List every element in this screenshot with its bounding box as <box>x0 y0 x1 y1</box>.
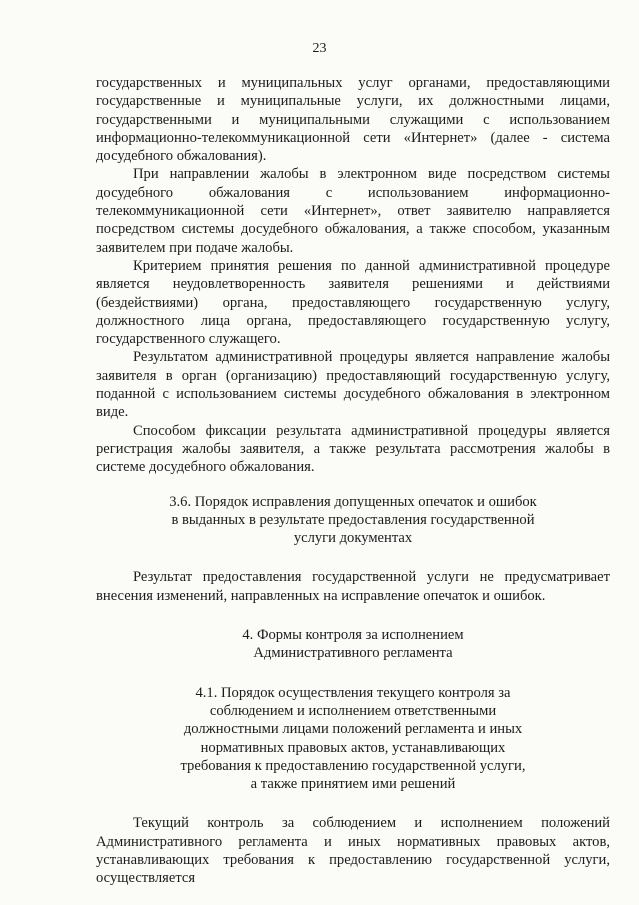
paragraph-procedure-result: Результатом административной процедуры является направление жалобы заявителя в орган (организацию) предоставляющий государственную услугу, поданной с использованием системы досудебного обжалования в электронном виде. <box>96 349 610 421</box>
paragraph-appeal-system: государственных и муниципальных услуг органами, предоставляющими государственные и муниципальные услуги, их должностными лицами, государственными и муниципальными служащими с использованием информационно-телекоммуникационной сети «Интернет» (далее - система досудебного обжалования). <box>96 75 610 165</box>
spacer <box>96 793 610 814</box>
spacer <box>96 605 610 626</box>
paragraph-result-recording: Способом фиксации результата административной процедуры является регистрация жалобы заявителя, а также результата рассмотрения жалобы в системе досудебного обжалования. <box>96 422 610 476</box>
paragraph-decision-criterion: Критерием принятия решения по данной административной процедуре является неудовлетворенность заявителя решениями и действиями (бездействиями) органа, предоставляющего государственную услугу, должностного лица органа, предоставляющего государственную услугу, государственного служащего. <box>96 257 610 348</box>
spacer <box>96 663 610 684</box>
section-heading-4: 4. Формы контроля за исполнением Административного регламента <box>242 627 464 662</box>
spacer <box>96 477 610 493</box>
page-content <box>96 74 610 888</box>
section-heading-4-1: 4.1. Порядок осуществления текущего контроля за соблюдением и исполнением ответственными должностными лицами положений регламента и иных нормативных правовых актов, устанавливающих требования к предоставлению государственной услуги, а также принятием ими решений <box>180 684 526 793</box>
paragraph-no-corrections: Результат предоставления государственной услуги не предусматривает внесения изменений, направленных на исправление опечаток и ошибок. <box>96 569 610 604</box>
page-number: 23 <box>312 41 327 56</box>
paragraph-current-control: Текущий контроль за соблюдением и исполнением положений Административного регламента и иных нормативных правовых актов, устанавливающих требования к предоставлению государственной услуги, осуществляется <box>96 815 610 887</box>
section-heading-3-6: 3.6. Порядок исправления допущенных опечаток и ошибок в выданных в результате предоставления государственной услуги документах <box>169 493 537 547</box>
paragraph-electronic-appeal: При направлении жалобы в электронном виде посредством системы досудебного обжалования с использованием информационно-телекоммуникационной сети «Интернет», ответ заявителю направляется посредством системы досудебного обжалования, а также способом, указанным заявителем при подаче жалобы. <box>96 166 610 256</box>
spacer <box>96 547 610 568</box>
